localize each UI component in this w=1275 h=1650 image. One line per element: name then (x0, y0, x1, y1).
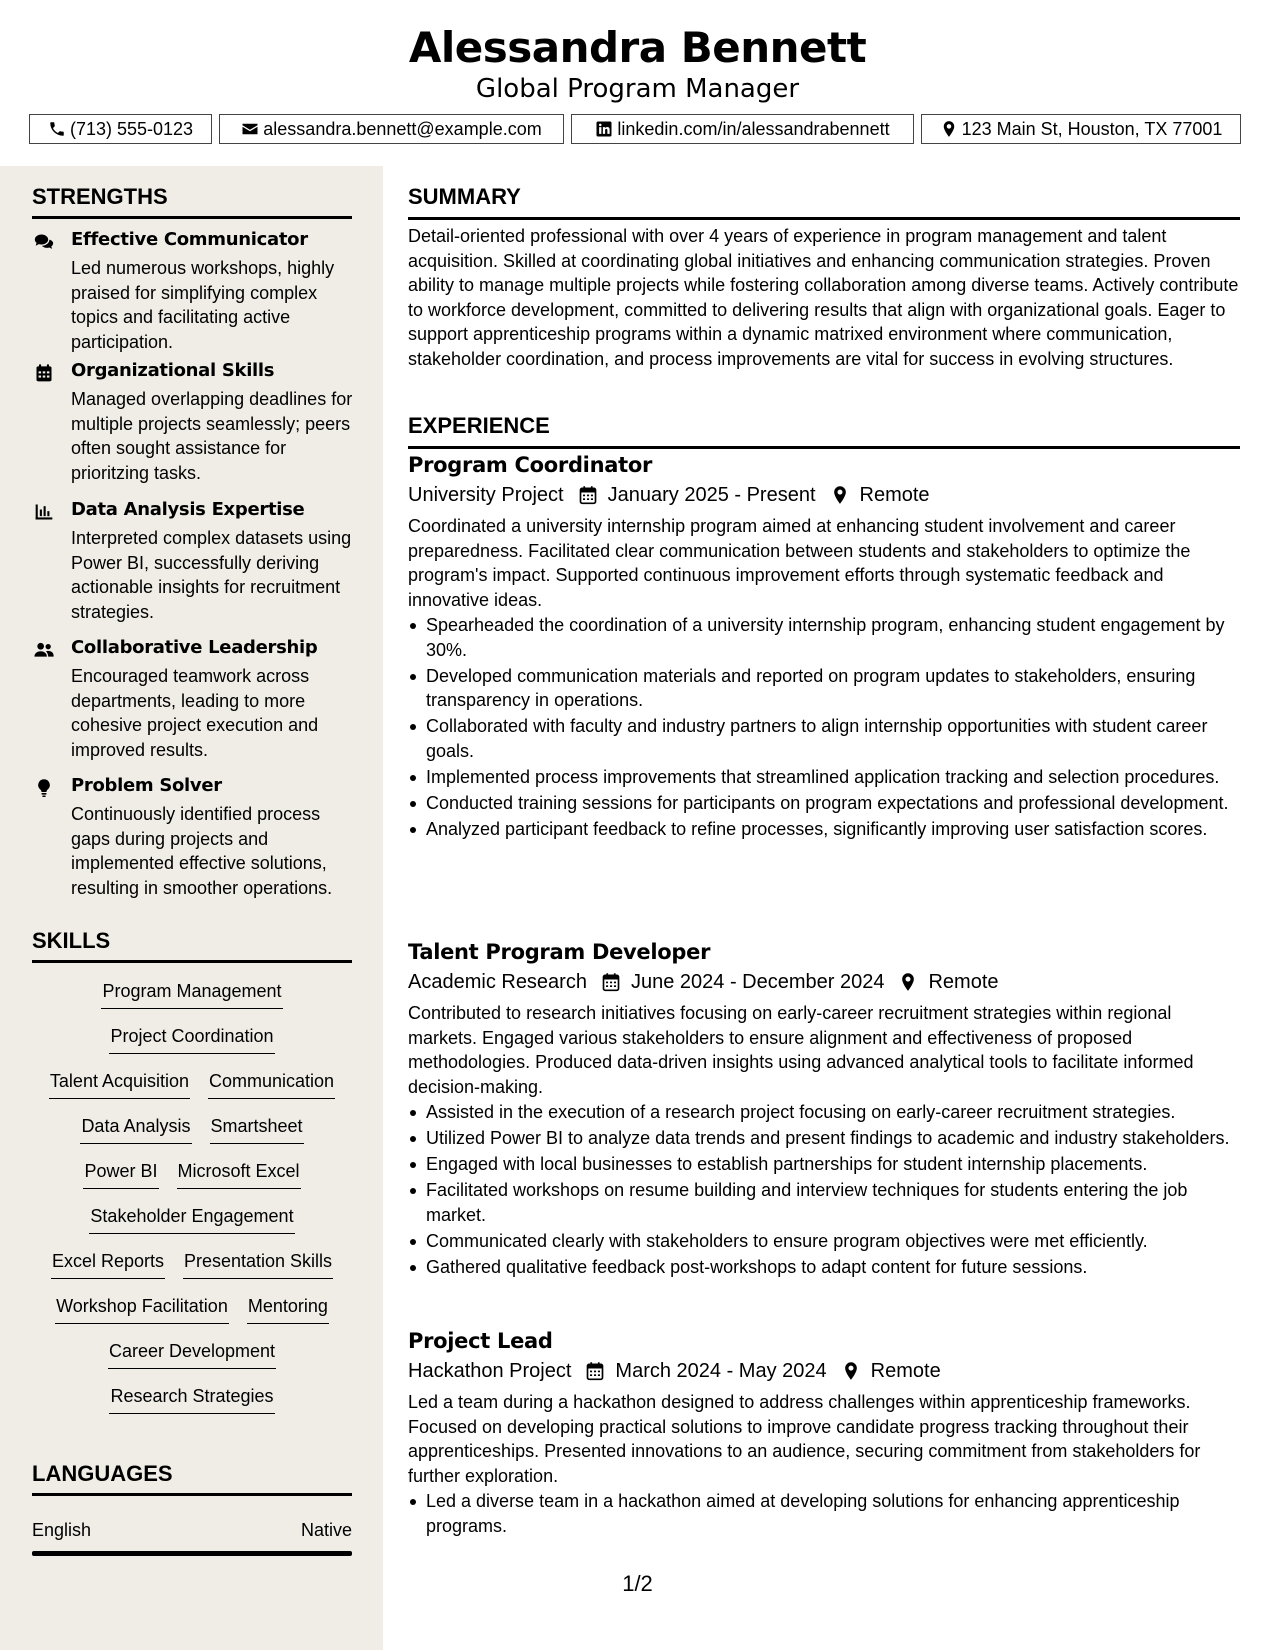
skill-tag: Program Management (101, 978, 282, 1009)
skill-tag: Project Coordination (109, 1023, 274, 1054)
skill-tag: Microsoft Excel (177, 1158, 301, 1189)
lightbulb-icon (34, 778, 54, 798)
contact-address[interactable] (921, 114, 1241, 144)
job-meta (408, 1358, 1240, 1384)
contact-phone-text: (713) 555-0123 (69, 118, 194, 139)
job-bullet: Developed communication materials and reported on program updates to stakeholders, ensuring transparency in operations. (408, 664, 1240, 713)
skills-heading: SKILLS (32, 928, 111, 953)
map-pin-icon (830, 485, 850, 505)
comments-icon (34, 232, 54, 252)
summary-section (408, 183, 1240, 220)
contact-linkedin-text: linkedin.com/in/alessandrabennett (617, 118, 890, 139)
job-bullet: Implemented process improvements that streamlined application tracking and selection procedures. (408, 765, 1240, 790)
job-dates: January 2025 - Present (607, 484, 816, 506)
skill-tag: Talent Acquisition (49, 1068, 190, 1099)
resume-header (0, 0, 1275, 166)
job-meta (408, 969, 1240, 995)
languages-heading: LANGUAGES (32, 1461, 173, 1486)
strength-desc: Continuously identified process gaps during projects and implemented effective solutions, resulting in smoother operations. (71, 804, 333, 898)
job-dates: March 2024 - May 2024 (615, 1360, 827, 1382)
phone-icon (48, 120, 66, 138)
skills-section (32, 927, 352, 963)
contact-phone[interactable] (29, 114, 212, 144)
skills-cloud (32, 978, 352, 1428)
page-number: 1/2 (622, 1571, 653, 1596)
skill-tag: Communication (208, 1068, 335, 1099)
language-level-bar (32, 1551, 352, 1556)
skill-row (32, 1293, 352, 1324)
skill-tag: Stakeholder Engagement (89, 1203, 294, 1234)
job-org: University Project (408, 484, 564, 506)
job-org: Hackathon Project (408, 1360, 572, 1382)
job-description: Coordinated a university internship program aimed at enhancing student involvement and career preparedness. Facilitated clear communication between students and stakeholders to optimize the program's impact. Supported continuous improvement efforts through systematic feedback and innovative ideas. (408, 516, 1191, 610)
language-name: English (32, 1520, 92, 1540)
skill-tag: Power BI (83, 1158, 158, 1189)
skill-tag: Presentation Skills (183, 1248, 333, 1279)
skill-row (32, 1068, 352, 1099)
contact-email[interactable] (219, 114, 564, 144)
calendar-icon (601, 972, 621, 992)
skill-row (32, 978, 352, 1009)
strength-desc: Interpreted complex datasets using Power BI, successfully deriving actionable insights for recruitment strategies. (71, 528, 352, 622)
candidate-role: Global Program Manager (475, 74, 800, 104)
job-bullet: Conducted training sessions for participants on program expectations and professional development. (408, 791, 1240, 816)
map-pin-icon (898, 972, 918, 992)
strength-title: Collaborative Leadership (71, 637, 318, 658)
contact-linkedin[interactable] (571, 114, 914, 144)
job-dates: June 2024 - December 2024 (630, 971, 885, 993)
skill-row (32, 1248, 352, 1279)
contact-email-text: alessandra.bennett@example.com (263, 118, 542, 139)
language-level: Native (300, 1520, 352, 1540)
job-org: Academic Research (408, 971, 587, 993)
users-icon (34, 640, 54, 660)
experience-heading: EXPERIENCE (408, 413, 550, 438)
summary-heading: SUMMARY (408, 184, 521, 209)
strength-title: Data Analysis Expertise (71, 499, 305, 520)
summary-text: Detail-oriented professional with over 4 years of experience in program management and talent acquisition. Skilled at coordinating global initiatives and enhancing communication strategies. Proven ability to manage multiple projects while fostering collaboration among diverse teams. Actively contribute to workforce development, committed to delivering results that align with organizational goals. Eager to support apprenticeship programs within a dynamic matrixed environment where communication, stakeholder coordination, and process improvements are vital for success in evolving structures. (408, 226, 1239, 369)
languages-section (32, 1460, 352, 1496)
experience-rule (408, 446, 1240, 449)
envelope-icon (241, 120, 259, 138)
job-bullet: Gathered qualitative feedback post-workshops to adapt content for future sessions. (408, 1255, 1240, 1280)
calendar-icon (34, 363, 54, 383)
language-item (32, 1518, 352, 1558)
strength-desc: Led numerous workshops, highly praised for simplifying complex topics and facilitating active participation. (71, 258, 335, 352)
job-location: Remote (859, 484, 930, 506)
skill-row (32, 1338, 352, 1369)
job-bullet: Led a diverse team in a hackathon aimed at developing solutions for enhancing apprenticeship programs. (408, 1489, 1240, 1538)
job-bullets (408, 1489, 1240, 1538)
skills-rule (32, 960, 352, 963)
strengths-heading: STRENGTHS (32, 184, 168, 209)
skill-tag: Career Development (108, 1338, 276, 1369)
job-description: Led a team during a hackathon designed to address challenges within apprenticeship frameworks. Focused on developing practical solutions to improve candidate progress tracking throughout their apprenticeships. Presented innovations to an audience, securing commitment from stakeholders for further exploration. (408, 1392, 1201, 1486)
summary-rule (408, 217, 1240, 220)
job-bullet: Facilitated workshops on resume building and interview techniques for students entering the job market. (408, 1178, 1240, 1227)
skill-row (32, 1203, 352, 1234)
job-bullets (408, 1100, 1240, 1279)
job-bullet: Assisted in the execution of a research project focusing on early-career recruitment strategies. (408, 1100, 1240, 1125)
job-entry (408, 939, 1240, 1281)
contact-address-text: 123 Main St, Houston, TX 77001 (961, 118, 1223, 139)
skill-tag: Mentoring (247, 1293, 329, 1324)
linkedin-icon (595, 120, 613, 138)
skill-row (32, 1023, 352, 1054)
skill-tag: Data Analysis (80, 1113, 191, 1144)
languages-rule (32, 1493, 352, 1496)
skill-tag: Workshop Facilitation (55, 1293, 229, 1324)
strength-desc: Encouraged teamwork across departments, leading to more cohesive project execution and improved results. (71, 666, 319, 760)
strength-title: Effective Communicator (71, 229, 308, 250)
skill-tag: Smartsheet (210, 1113, 304, 1144)
job-meta (408, 482, 1240, 508)
strengths-rule (32, 216, 352, 219)
skill-tag: Research Strategies (109, 1383, 274, 1414)
strength-title: Problem Solver (71, 775, 222, 796)
job-bullet: Collaborated with faculty and industry partners to align internship opportunities with student career goals. (408, 714, 1240, 763)
candidate-name: Alessandra Bennett (408, 23, 867, 72)
job-bullet: Analyzed participant feedback to refine processes, significantly improving user satisfaction scores. (408, 817, 1240, 842)
language-row (32, 1518, 352, 1542)
skill-row (32, 1158, 352, 1189)
job-bullet: Engaged with local businesses to establish partnerships for student internship placements. (408, 1152, 1240, 1177)
experience-section (408, 412, 1240, 449)
strengths-section (32, 183, 352, 219)
strength-title: Organizational Skills (71, 360, 275, 381)
skill-row (32, 1383, 352, 1414)
map-pin-icon (940, 120, 958, 138)
main-content (408, 166, 1240, 1606)
job-description: Contributed to research initiatives focusing on early-career recruitment strategies within regional markets. Engaged various stakeholders to ensure alignment and effectiveness of proposed methodologies. Produced data-driven insights using advanced analytical tools to facilitate informed decision-making. (408, 1003, 1194, 1097)
job-title: Project Lead (408, 1329, 553, 1353)
job-location: Remote (928, 971, 999, 993)
bar-chart-icon (34, 502, 54, 522)
calendar-icon (585, 1361, 605, 1381)
job-title: Talent Program Developer (408, 940, 711, 964)
job-bullet: Utilized Power BI to analyze data trends and present findings to academic and industry stakeholders. (408, 1126, 1240, 1151)
job-title: Program Coordinator (408, 453, 653, 477)
job-bullets (408, 613, 1240, 841)
sidebar (0, 166, 383, 1650)
job-bullet: Communicated clearly with stakeholders to ensure program objectives were met efficiently. (408, 1229, 1240, 1254)
job-entry (408, 1328, 1240, 1540)
calendar-icon (578, 485, 598, 505)
job-entry (408, 452, 1240, 843)
map-pin-icon (841, 1361, 861, 1381)
job-bullet: Spearheaded the coordination of a university internship program, enhancing student engagement by 30%. (408, 613, 1240, 662)
strength-desc: Managed overlapping deadlines for multiple projects seamlessly; peers often sought assistance for prioritzing tasks. (71, 389, 353, 483)
job-location: Remote (870, 1360, 941, 1382)
skill-tag: Excel Reports (51, 1248, 165, 1279)
skill-row (32, 1113, 352, 1144)
